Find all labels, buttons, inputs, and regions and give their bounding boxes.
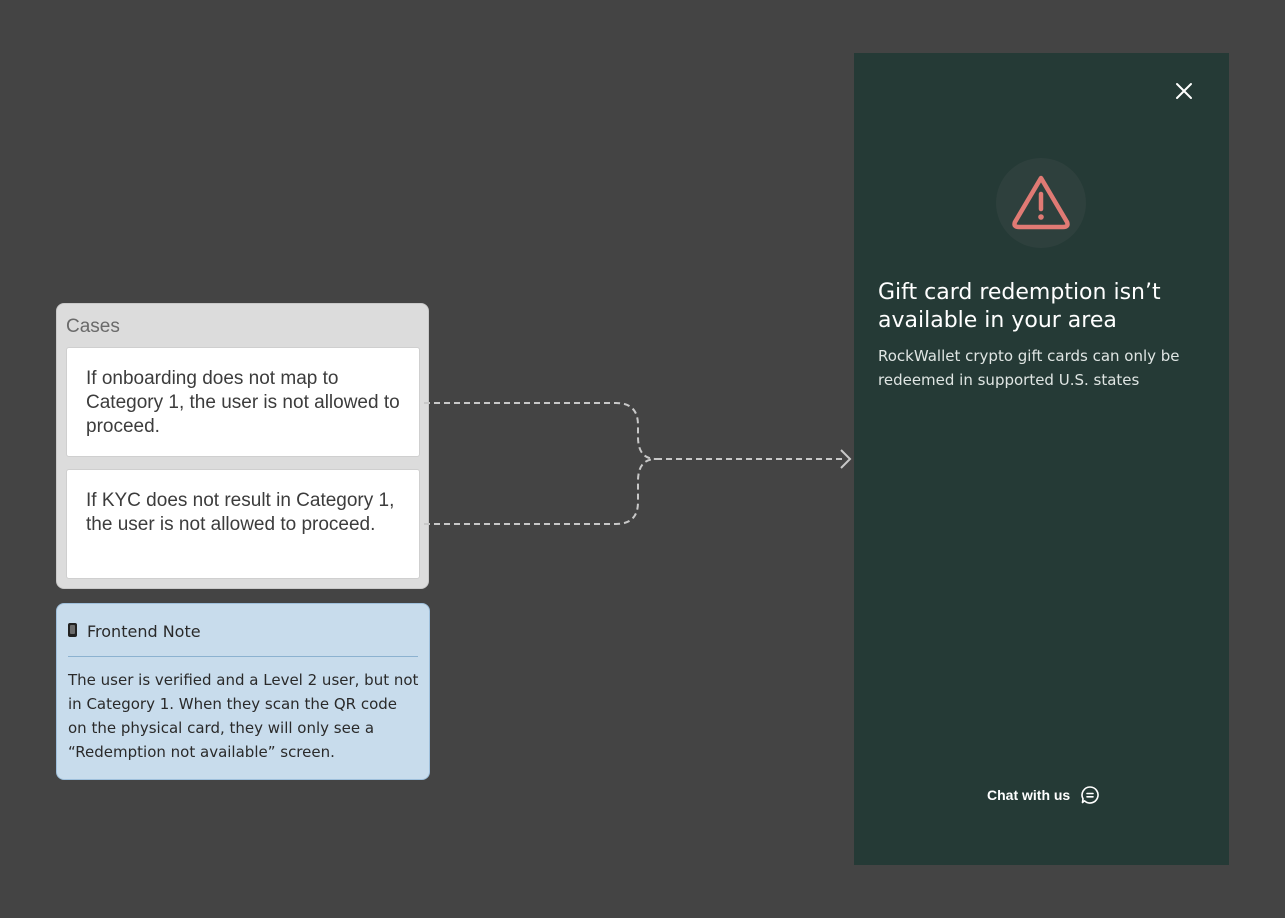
arrowhead (841, 450, 850, 468)
screen-title: Gift card redemption isn’t available in your area (878, 280, 1161, 333)
case-card-kyc: If KYC does not result in Category 1, the user is not allowed to proceed. (66, 469, 420, 579)
chat-with-us-label: Chat with us (987, 787, 1071, 803)
frontend-note-body: The user is verified and a Level 2 user, but not in Category 1. When they scan the QR code on the physical card, they will only see a “Redemption not available” screen. (68, 671, 419, 761)
warning-badge (996, 158, 1086, 248)
warning-triangle-icon (996, 158, 1086, 248)
connector-case-2 (424, 459, 656, 524)
close-icon[interactable] (1172, 79, 1196, 103)
cases-title: Cases (66, 316, 120, 337)
frontend-note-title: Frontend Note (87, 622, 201, 641)
chat-bubble-icon (1080, 785, 1100, 805)
connector-case-1 (424, 403, 656, 459)
screen-description: RockWallet crypto gift cards can only be redeemed in supported U.S. states (878, 347, 1180, 389)
redemption-unavailable-screen (854, 53, 1229, 865)
case-card-onboarding: If onboarding does not map to Category 1, the user is not allowed to proceed. (66, 347, 420, 457)
chat-with-us-button[interactable] (987, 784, 1100, 806)
